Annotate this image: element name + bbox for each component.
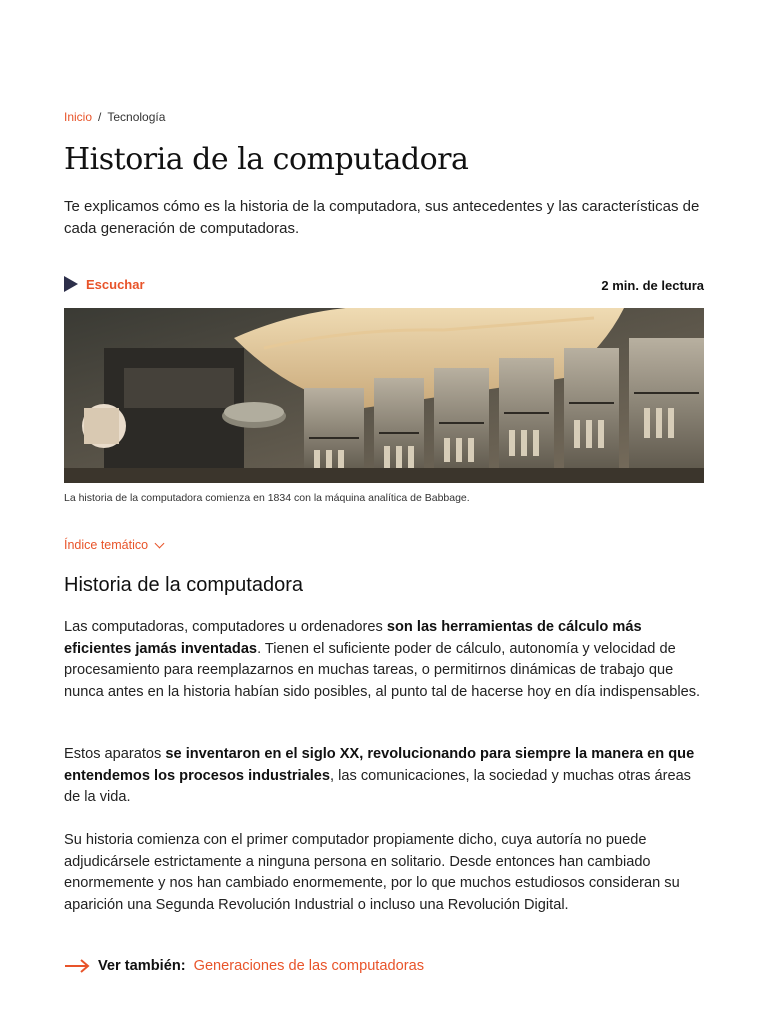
paragraph-2-text-c: , las comunicaciones, la sociedad y muchas otras áreas de la vida. <box>64 767 691 805</box>
image-caption: La historia de la computadora comienza en 1834 con la máquina analítica de Babbage. <box>64 492 470 504</box>
paragraph-1-text-a: Las computadoras, computadores u ordenadores <box>64 619 387 635</box>
breadcrumb-home-link[interactable]: Inicio <box>64 110 93 124</box>
listen-button[interactable] <box>64 276 145 292</box>
arrow-right-icon <box>64 959 90 973</box>
breadcrumb <box>64 110 165 124</box>
article-lead: Te explicamos cómo es la historia de la computadora, sus antecedentes y las características de cada generación de computadoras. <box>64 198 700 237</box>
audio-row <box>64 276 704 296</box>
toc-label: Índice temático <box>64 538 149 552</box>
toc-toggle[interactable] <box>64 538 163 552</box>
breadcrumb-separator: / <box>98 110 102 124</box>
paragraph-1-bold: son las herramientas de cálculo más eficientes jamás inventadas <box>64 619 642 657</box>
hero-image <box>64 308 704 483</box>
paragraph-2-bold: se inventaron en el siglo XX, revolucionando para siempre la manera en que entendemos los procesos industriales <box>64 746 695 784</box>
see-also-label: Ver también: <box>98 958 186 974</box>
see-also-link[interactable]: Generaciones de las computadoras <box>193 958 424 974</box>
paragraph-2 <box>64 744 704 809</box>
play-icon <box>64 276 78 292</box>
paragraph-1-text-c: . Tienen el suficiente poder de cálculo, autonomía y velocidad de procesamiento para reemplazarnos en muchas tareas, o permitirnos dinámicas de trabajo que nunca antes en la historia habían sido posibles, al punto tal de hacerse hoy en día indispensables. <box>64 640 701 700</box>
breadcrumb-current[interactable]: Tecnología <box>107 110 166 124</box>
see-also <box>64 958 424 974</box>
paragraph-1 <box>64 617 704 703</box>
chevron-down-icon <box>155 538 165 548</box>
listen-label: Escuchar <box>86 276 145 292</box>
section-title: Historia de la computadora <box>64 574 304 596</box>
reading-time: 2 min. de lectura <box>601 278 704 293</box>
page-title: Historia de la computadora <box>64 142 469 177</box>
paragraph-2-text-a: Estos aparatos <box>64 746 166 762</box>
paragraph-3: Su historia comienza con el primer computador propiamente dicho, cuya autoría no puede adjudicársele estrictamente a ninguna persona en solitario. Desde entonces han cambiado enormemente y nos han cambiado enormemente, por lo que muchos estudiosos consideran su aparición una Segunda Revolución Industrial o incluso una Revolución Digital. <box>64 832 680 913</box>
